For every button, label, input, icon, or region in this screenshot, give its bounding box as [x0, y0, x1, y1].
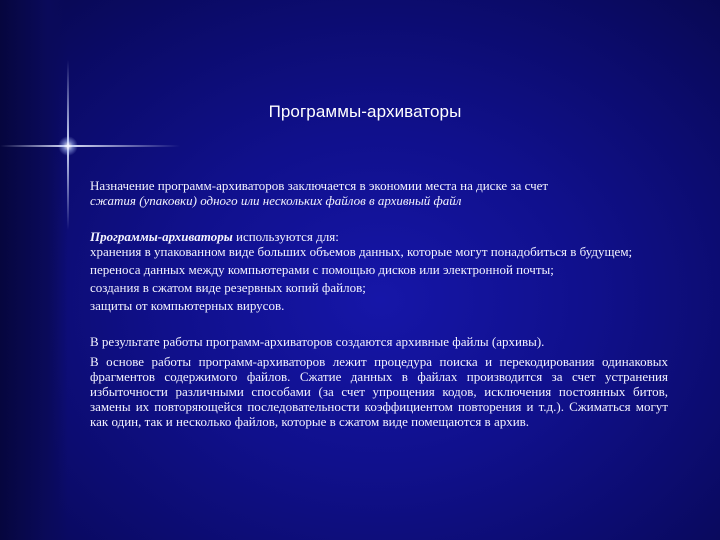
- intro-paragraph: [90, 178, 668, 208]
- result-paragraph: В результате работы программ-архиваторов создаются архивные файлы (архивы).: [90, 334, 545, 349]
- intro-line-2: сжатия (упаковки) одного или нескольких файлов в архивный файл: [90, 193, 462, 208]
- usage-item-protection: защиты от компьютерных вирусов.: [90, 298, 285, 313]
- sparkle-horizontal-ray: [0, 145, 180, 147]
- slide-body: [90, 178, 668, 429]
- usage-heading: [90, 229, 668, 244]
- usage-item-storage: хранения в упакованном виде больших объемов данных, которые могут понадобиться в будущем;: [90, 244, 633, 259]
- left-gradient-band: [0, 0, 68, 540]
- usage-term: Программы-архиваторы: [90, 229, 233, 244]
- usage-item-transfer: переноса данных между компьютерами с помощью дисков или электронной почты;: [90, 262, 554, 277]
- slide-title: Программы-архиваторы: [268, 102, 462, 121]
- usage-rest: используются для:: [232, 229, 339, 244]
- usage-item-backup: создания в сжатом виде резервных копий файлов;: [90, 280, 366, 295]
- basis-paragraph: В основе работы программ-архиваторов лежит процедура поиска и перекодирования одинаковых фрагментов содержимого файлов. Сжатие данных в файлах производится за счет устранения избыточности различными способами (за счет упрощения кодов, исключения постоянных битов, замены их повторяющейся последовательности коэффициентом повторения и т.д.). Сжиматься могут как один, так и несколько файлов, которые в сжатом виде помещаются в архив.: [90, 354, 668, 429]
- sparkle-icon: [58, 136, 78, 156]
- intro-line-1: Назначение программ-архиваторов заключается в экономии места на диске за счет: [90, 178, 549, 193]
